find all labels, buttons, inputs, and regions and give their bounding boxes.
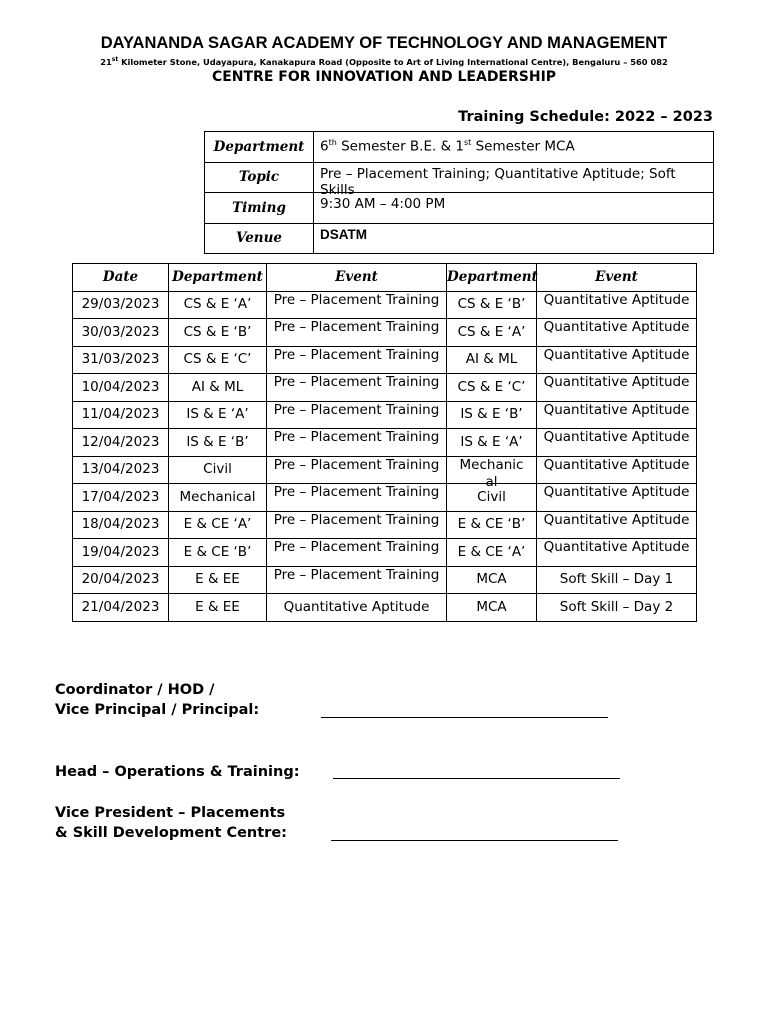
schedule-row (73, 456, 697, 484)
event-2-cell: Quantitative Aptitude (537, 291, 697, 319)
department-cell: Mechanical (169, 484, 267, 512)
event-cell: Pre – Placement Training (267, 456, 447, 484)
event-cell: Pre – Placement Training (267, 374, 447, 402)
date-cell: 31/03/2023 (73, 346, 169, 374)
topic-label: Topic (205, 162, 314, 193)
department-2-cell: Civil (447, 484, 537, 512)
date-cell: 13/04/2023 (73, 456, 169, 484)
institution-address: 21st Kilometer Stone, Udayapura, Kanakapura Road (Opposite to Art of Living International Centre), Bengaluru – 560 082 (100, 56, 668, 67)
event-cell: Pre – Placement Training (267, 539, 447, 567)
event-cell: Pre – Placement Training (267, 291, 447, 319)
info-row-venue (205, 223, 714, 254)
event-2-cell: Quantitative Aptitude (537, 539, 697, 567)
department-cell: E & EE (169, 594, 267, 622)
department-value: 6th Semester B.E. & 1st Semester MCA (314, 132, 714, 163)
schedule-row (73, 291, 697, 319)
header-department: Department (169, 264, 267, 292)
event-2-cell: Quantitative Aptitude (537, 319, 697, 347)
schedule-title: Training Schedule: 2022 – 2023 (458, 109, 713, 125)
department-2-cell: CS & E ‘C’ (447, 374, 537, 402)
event-2-cell: Quantitative Aptitude (537, 429, 697, 457)
department-cell: IS & E ‘B’ (169, 429, 267, 457)
event-2-cell: Quantitative Aptitude (537, 484, 697, 512)
topic-value: Pre – Placement Training; Quantitative Aptitude; Soft Skills (314, 162, 714, 193)
event-cell: Pre – Placement Training (267, 346, 447, 374)
timing-label: Timing (205, 193, 314, 224)
info-table (204, 131, 714, 254)
department-cell: E & CE ‘B’ (169, 539, 267, 567)
event-cell: Pre – Placement Training (267, 566, 447, 594)
signature-label-operations: Head – Operations & Training: (55, 764, 300, 780)
schedule-row (73, 374, 697, 402)
centre-name: CENTRE FOR INNOVATION AND LEADERSHIP (211, 69, 557, 85)
info-row-department (205, 132, 714, 163)
header-event-2: Event (537, 264, 697, 292)
department-2-cell: MCA (447, 566, 537, 594)
info-row-topic (205, 162, 714, 193)
department-cell: Civil (169, 456, 267, 484)
schedule-row (73, 401, 697, 429)
date-cell: 29/03/2023 (73, 291, 169, 319)
signature-block-operations (55, 762, 300, 782)
department-2-cell: Mechanical (447, 456, 537, 484)
date-cell: 18/04/2023 (73, 511, 169, 539)
schedule-row (73, 511, 697, 539)
event-cell: Pre – Placement Training (267, 429, 447, 457)
department-2-cell: E & CE ‘B’ (447, 511, 537, 539)
department-cell: E & CE ‘A’ (169, 511, 267, 539)
department-2-cell: CS & E ‘A’ (447, 319, 537, 347)
department-2-cell: IS & E ‘B’ (447, 401, 537, 429)
event-2-cell: Quantitative Aptitude (537, 401, 697, 429)
signature-line-vp (331, 840, 618, 841)
signature-block-vp (55, 803, 287, 843)
event-cell: Pre – Placement Training (267, 319, 447, 347)
schedule-table (72, 263, 697, 622)
schedule-row (73, 566, 697, 594)
department-2-cell: E & CE ‘A’ (447, 539, 537, 567)
signature-line-principal (321, 717, 608, 718)
event-2-cell: Soft Skill – Day 1 (537, 566, 697, 594)
date-cell: 17/04/2023 (73, 484, 169, 512)
department-label: Department (205, 132, 314, 163)
department-cell: E & EE (169, 566, 267, 594)
signature-label-skill-centre: & Skill Development Centre: (55, 825, 287, 841)
department-2-cell: IS & E ‘A’ (447, 429, 537, 457)
schedule-row (73, 539, 697, 567)
event-2-cell: Soft Skill – Day 2 (537, 594, 697, 622)
schedule-row (73, 594, 697, 622)
department-2-cell: CS & E ‘B’ (447, 291, 537, 319)
venue-label: Venue (205, 223, 314, 254)
event-cell: Pre – Placement Training (267, 484, 447, 512)
schedule-row (73, 346, 697, 374)
timing-value: 9:30 AM – 4:00 PM (314, 193, 714, 224)
event-2-cell: Quantitative Aptitude (537, 456, 697, 484)
date-cell: 12/04/2023 (73, 429, 169, 457)
department-cell: CS & E ‘A’ (169, 291, 267, 319)
signature-line-operations (333, 778, 620, 779)
department-2-cell: MCA (447, 594, 537, 622)
event-2-cell: Quantitative Aptitude (537, 346, 697, 374)
header-date: Date (73, 264, 169, 292)
signature-label-vp: Vice President – Placements (55, 805, 286, 821)
department-cell: AI & ML (169, 374, 267, 402)
info-row-timing (205, 193, 714, 224)
schedule-body (73, 291, 697, 621)
department-2-cell: AI & ML (447, 346, 537, 374)
event-cell: Quantitative Aptitude (267, 594, 447, 622)
header-department-2: Department (447, 264, 537, 292)
date-cell: 10/04/2023 (73, 374, 169, 402)
department-cell: CS & E ‘B’ (169, 319, 267, 347)
venue-value: DSATM (314, 223, 714, 254)
institution-name: DAYANANDA SAGAR ACADEMY OF TECHNOLOGY AND MANAGEMENT (100, 34, 668, 52)
schedule-row (73, 429, 697, 457)
date-cell: 11/04/2023 (73, 401, 169, 429)
signature-block-coordinator (55, 680, 259, 720)
date-cell: 30/03/2023 (73, 319, 169, 347)
header-event: Event (267, 264, 447, 292)
date-cell: 19/04/2023 (73, 539, 169, 567)
date-cell: 20/04/2023 (73, 566, 169, 594)
department-cell: CS & E ‘C’ (169, 346, 267, 374)
schedule-row (73, 319, 697, 347)
event-cell: Pre – Placement Training (267, 401, 447, 429)
event-2-cell: Quantitative Aptitude (537, 374, 697, 402)
signature-label-coordinator: Coordinator / HOD / (55, 682, 215, 698)
event-cell: Pre – Placement Training (267, 511, 447, 539)
event-2-cell: Quantitative Aptitude (537, 511, 697, 539)
department-cell: IS & E ‘A’ (169, 401, 267, 429)
signature-label-principal: Vice Principal / Principal: (55, 702, 260, 718)
schedule-row (73, 484, 697, 512)
schedule-header-row (73, 264, 697, 292)
date-cell: 21/04/2023 (73, 594, 169, 622)
